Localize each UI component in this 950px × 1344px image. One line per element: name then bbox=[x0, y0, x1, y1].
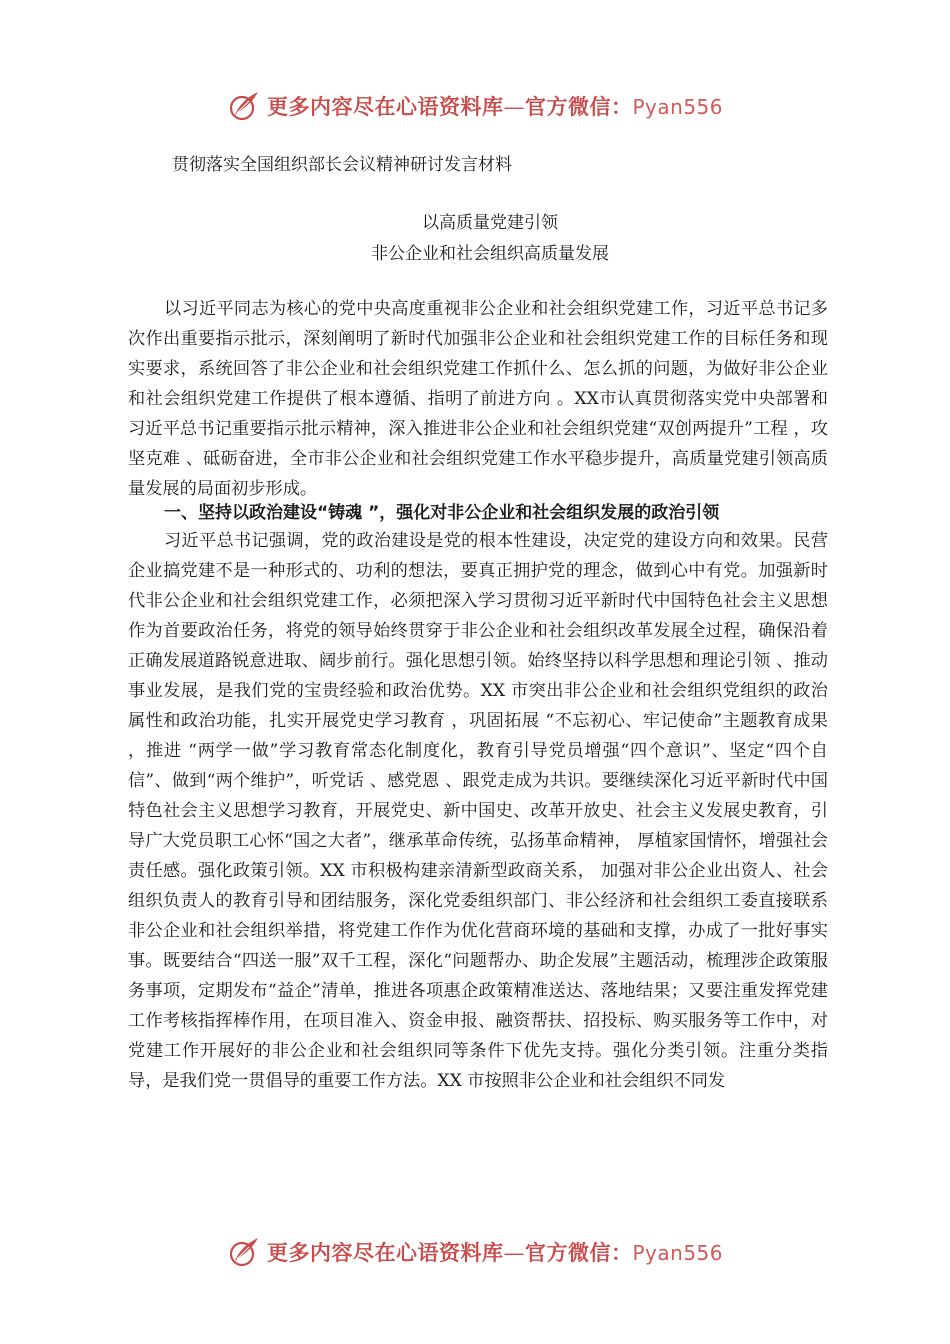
intro-paragraph: 以习近平同志为核心的党中央高度重视非公企业和社会组织党建工作，习近平总书记多次作出重要指示批示，深刻阐明了新时代加强非公企业和社会组织党建工作的目标任务和现实要求，系统回答了非公企业和社会组织党建工作抓什么、怎么抓的问题，为做好非公企业和社会组织党建工作提供了根本遵循、指明了前进方向 。XX市认真贯彻落实党中央部署和习近平总书记重要指示批示精神，深入推进非公企业和社会组织党建“双创两提升”工程 ，攻坚克难 、砥砺奋进，全市非公企业和社会组织党建工作水平稳步提升，高质量党建引领高质量发展的局面初步形成。 bbox=[128, 299, 828, 499]
watermark-wechat-label: 官方微信： bbox=[524, 1240, 633, 1265]
section-heading-1: 一、坚持以政治建设“铸魂 ”，强化对非公企业和社会组织发展的政治引领 bbox=[164, 503, 720, 523]
subtitle-line-2: 非公企业和社会组织高质量发展 bbox=[371, 244, 609, 264]
subtitle-line-1: 以高质量党建引领 bbox=[422, 213, 558, 233]
watermark-text bbox=[267, 1237, 723, 1267]
watermark-separator: — bbox=[503, 95, 525, 119]
watermark-separator: — bbox=[503, 1241, 525, 1265]
document-title: 贯彻落实全国组织部长会议精神研讨发言材料 bbox=[172, 155, 512, 175]
watermark-wechat-id: Pyan556 bbox=[632, 1241, 723, 1265]
watermark-banner-top bbox=[0, 86, 950, 126]
section-1-paragraph: 习近平总书记强调，党的政治建设是党的根本性建设，决定党的建设方向和效果。民营企业搞党建不是一种形式的、功利的想法，要真正拥护党的理念，做到心中有党。加强新时代非公企业和社会组织党建工作，必须把深入学习贯彻习近平新时代中国特色社会主义思想作为首要政治任务，将党的领导始终贯穿于非公企业和社会组织改革发展全过程，确保沿着正确发展道路锐意进取、阔步前行。强化思想引领。始终坚持以科学思想和理论引领 、推动事业发展，是我们党的宝贵经验和政治优势。XX 市突出非公企业和社会组织党组织的政治属性和政治功能，扎实开展党史学习教育 ，巩固拓展 “不忘初心、牢记使命”主题教育成果 ，推进 “两学一做”学习教育常态化制度化，教育引导党员增强“四个意识”、坚定“四个自信”、做到“两个维护”，听党话 、感党恩 、跟党走成为共识。要继续深化习近平新时代中国特色社会主义思想学习教育，开展党史、新中国史、改革开放史、社会主义发展史教育，引导广大党员职工心怀“国之大者”，继承革命传统，弘扬革命精神， 厚植家国情怀，增强社会责任感。强化政策引领。XX 市积极构建亲清新型政商关系， 加强对非公企业出资人、社会组织负责人的教育引导和团结服务，深化党委组织部门、非公经济和社会组织工委直接联系非公企业和社会组织举措，将党建工作作为优化营商环境的基础和支撑，办成了一批好事实事。既要结合“四送一服”双千工程，深化“问题帮办、助企发展”主题活动，梳理涉企政策服务事项，定期发布“益企”清单，推进各项惠企政策精准送达、落地结果；又要注重发挥党建工作考核指挥棒作用，在项目准入、资金申报、融资帮扶、招投标、购买服务等工作中，对党建工作开展好的非公企业和社会组织同等条件下优先支持。强化分类引领。注重分类指导，是我们党一贯倡导的重要工作方法。XX 市按照非公企业和社会组织不同发 bbox=[128, 531, 828, 1091]
watermark-text bbox=[267, 91, 723, 121]
feather-logo-icon bbox=[227, 89, 261, 123]
watermark-wechat-id: Pyan556 bbox=[632, 95, 723, 119]
watermark-slogan: 更多内容尽在心语资料库 bbox=[266, 94, 504, 119]
watermark-banner-bottom bbox=[0, 1232, 950, 1272]
watermark-wechat-label: 官方微信： bbox=[524, 94, 633, 119]
feather-logo-icon bbox=[227, 1235, 261, 1269]
watermark-slogan: 更多内容尽在心语资料库 bbox=[266, 1240, 504, 1265]
